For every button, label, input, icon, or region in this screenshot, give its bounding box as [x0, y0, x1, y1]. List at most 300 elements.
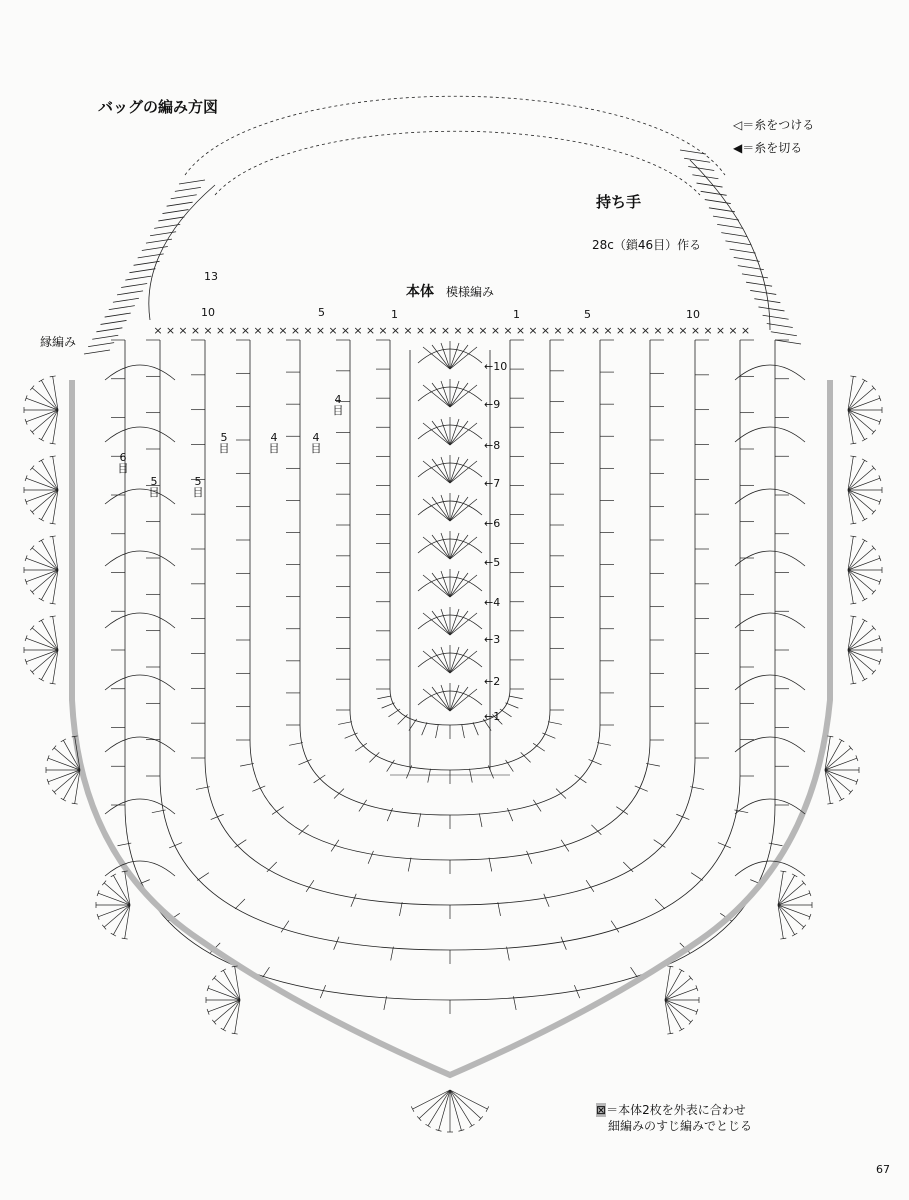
row-number: ←7 [484, 477, 501, 490]
stitch-tick [521, 752, 531, 762]
stitch-tick [211, 814, 224, 819]
edge-fan [32, 628, 58, 650]
row-number: ←10 [484, 360, 508, 373]
stitch-tick [331, 840, 339, 852]
stitch-tick [399, 902, 402, 916]
edge-fan [104, 883, 130, 905]
stitch-tick [422, 722, 427, 735]
edge-fan [665, 988, 697, 1000]
side-scallop [735, 365, 805, 380]
edge-fan [778, 883, 804, 905]
handle-note: 28c（鎖46目）作る [592, 238, 702, 252]
single-crochet-mark: × [478, 324, 488, 337]
stitch-tick [306, 880, 314, 892]
single-crochet-mark: × [315, 324, 326, 337]
edge-fan [48, 770, 80, 782]
single-crochet-mark: × [428, 324, 438, 337]
side-scallop [735, 737, 805, 752]
edge-fan [850, 523, 856, 524]
single-crochet-mark: × [440, 324, 451, 337]
center-fan-stitch [432, 649, 450, 673]
edge-fan [862, 518, 867, 521]
single-crochet-mark: × [353, 324, 363, 337]
edge-fan [450, 1090, 461, 1130]
stitch-tick [252, 786, 265, 791]
edge-fan [780, 871, 786, 872]
edge-fan [850, 456, 856, 457]
handle-stitch [121, 283, 147, 287]
edge-fan [665, 1000, 691, 1022]
stitch-tick [462, 724, 465, 738]
side-scallop [105, 427, 175, 442]
edge-fan [32, 570, 58, 592]
stitch-tick [391, 947, 394, 961]
single-crochet-mark: × [728, 324, 738, 337]
single-crochet-mark: × [240, 324, 251, 337]
edge-fan [50, 616, 56, 617]
side-scallop [105, 613, 175, 628]
edge-fan [850, 603, 856, 604]
handle-stitch [771, 332, 797, 336]
center-fan-stitch [450, 497, 468, 521]
stitch-tick [388, 709, 400, 717]
count-10-left: 10 [201, 306, 215, 319]
edge-fan [848, 490, 880, 502]
stitch-tick [351, 894, 356, 907]
handle-stitch [117, 291, 143, 295]
edge-fan [50, 523, 56, 524]
center-fan-stitch [450, 573, 468, 597]
single-crochet-mark: × [228, 324, 238, 337]
page-number: 67 [876, 1163, 890, 1176]
stitch-tick [398, 714, 408, 724]
handle-outer-arc [185, 96, 725, 175]
edge-fan [469, 1124, 474, 1127]
edge-fan [850, 376, 856, 377]
single-crochet-mark: × [153, 324, 163, 337]
row-number: ←3 [484, 633, 501, 646]
stitch-tick [418, 813, 421, 827]
edge-fan [32, 410, 58, 432]
join-note-line2: 細編みのすじ編みでとじる [608, 1119, 753, 1133]
stitch-tick [436, 724, 439, 738]
single-crochet-mark: × [340, 324, 351, 337]
center-fan-stitch [450, 611, 468, 635]
center-fan-stitch [432, 573, 450, 597]
handle-chain [690, 160, 770, 330]
edge-fan [26, 570, 58, 582]
center-fan-stitch [450, 459, 468, 483]
edge-fan [825, 770, 851, 792]
center-fan-stitch [432, 687, 450, 711]
side-scallop [735, 427, 805, 442]
edge-fan [848, 548, 874, 570]
edge-fan [848, 410, 874, 432]
stitch-tick [489, 858, 492, 872]
handle-stitch [125, 276, 151, 280]
edge-fan [214, 1000, 240, 1022]
handle-stitch [146, 239, 172, 243]
edge-fan [862, 379, 867, 382]
edge-fan [32, 650, 58, 672]
single-crochet-mark: × [365, 324, 376, 337]
edge-fan [679, 1028, 684, 1031]
stitch-tick [428, 769, 431, 783]
handle-stitch [84, 350, 110, 354]
side-scallop [105, 489, 175, 504]
handle-stitch [171, 195, 197, 199]
stitch-tick [548, 722, 562, 725]
stitch-tick [500, 709, 512, 717]
edge-fan [848, 388, 874, 410]
label-4-stitches: 4目 [332, 393, 344, 417]
count-5-left: 5 [318, 306, 325, 319]
single-crochet-mark: × [703, 324, 713, 337]
stitch-tick [586, 880, 594, 892]
center-fan-stitch [450, 383, 468, 407]
legend-attach: ◁＝糸をつける [733, 118, 815, 132]
edge-fan [792, 874, 797, 877]
stitch-tick [359, 800, 367, 812]
row-number: ←6 [484, 517, 501, 530]
row-number: ←4 [484, 596, 501, 609]
handle-stitch [758, 307, 784, 311]
edge-fan [848, 570, 874, 592]
edge-fan [50, 456, 56, 457]
edge-fan [667, 966, 673, 967]
stitch-tick [527, 851, 532, 864]
edge-fan [26, 398, 58, 410]
handle-stitch [129, 269, 155, 273]
stitch-tick [289, 743, 303, 746]
row-number: ←8 [484, 439, 501, 452]
cut-thread-icon: ◀ [733, 141, 743, 155]
edge-fan [825, 770, 857, 782]
join-band [72, 380, 830, 1075]
count-1-right: 1 [513, 308, 520, 321]
body-sublabel: 模様編み [446, 285, 495, 299]
edging-label: 縁編み [40, 335, 77, 349]
stitch-tick [368, 851, 373, 864]
handle-chain [149, 185, 215, 320]
edge-fan [61, 739, 66, 742]
handle-stitch [684, 158, 710, 162]
stitch-tick [505, 703, 518, 708]
edge-fan [39, 619, 44, 622]
single-crochet-mark: × [503, 324, 513, 337]
edge-fan [439, 1090, 450, 1130]
edge-fan [26, 638, 58, 650]
attach-thread-icon: ◁ [733, 118, 743, 132]
single-crochet-mark: × [715, 324, 726, 337]
stitch-tick [556, 789, 566, 799]
handle-stitch [88, 343, 114, 347]
side-scallop [735, 675, 805, 690]
edge-fan [825, 748, 851, 770]
edge-fan [848, 650, 874, 672]
stitch-tick [561, 840, 569, 852]
stitch-tick [320, 985, 325, 998]
handle-stitch [721, 233, 747, 237]
stitch-tick [197, 873, 209, 881]
center-fan-stitch [432, 459, 450, 483]
edge-fan [26, 478, 58, 490]
edge-fan [221, 969, 226, 972]
edge-fan [32, 468, 58, 490]
stitch-tick [506, 760, 514, 772]
stitch-tick [655, 899, 665, 909]
stitch-tick [654, 840, 666, 848]
edge-fan [862, 459, 867, 462]
edge-fan [850, 443, 856, 444]
handle-stitch [101, 320, 127, 324]
edge-fan [827, 803, 833, 804]
label-5-stitches: 5目 [148, 475, 160, 499]
single-crochet-mark: × [565, 324, 576, 337]
edge-fan [39, 678, 44, 681]
stitch-tick [597, 743, 611, 746]
handle-stitch [775, 340, 801, 344]
edge-fan [39, 539, 44, 542]
single-crochet-mark: × [453, 324, 463, 337]
side-scallop [735, 551, 805, 566]
handle-stitch [179, 180, 205, 184]
single-crochet-mark: × [390, 324, 401, 337]
edge-fan [862, 539, 867, 542]
stitch-tick [334, 789, 344, 799]
edge-fan [825, 758, 857, 770]
edge-fan [848, 468, 874, 490]
label-5-stitches: 5目 [218, 431, 230, 455]
edge-fan [61, 798, 66, 801]
single-crochet-mark: × [528, 324, 538, 337]
stitch-tick [377, 696, 391, 699]
single-crochet-mark: × [278, 324, 288, 337]
stitch-tick [382, 703, 395, 708]
single-crochet-mark: × [603, 324, 613, 337]
edge-fan [778, 905, 804, 927]
edge-fan [39, 598, 44, 601]
edge-fan [50, 603, 56, 604]
single-crochet-mark: × [540, 324, 551, 337]
stitch-tick [498, 902, 501, 916]
stitch-tick [406, 765, 411, 778]
side-scallop [105, 551, 175, 566]
edge-fan [848, 490, 874, 512]
stitch-tick [676, 814, 689, 819]
side-scallop [105, 861, 175, 876]
count-5-right: 5 [584, 308, 591, 321]
edge-fan [26, 410, 58, 422]
handle-stitch [175, 187, 201, 191]
edge-fan [486, 1106, 489, 1111]
edge-fan [111, 933, 116, 936]
handle-stitch [162, 210, 188, 214]
edge-fan [665, 1000, 697, 1012]
single-crochet-mark: × [628, 324, 638, 337]
single-crochet-mark: × [215, 324, 226, 337]
single-crochet-mark: × [640, 324, 651, 337]
edge-fan [679, 969, 684, 972]
edge-fan [667, 1033, 673, 1034]
stitch-tick [408, 858, 411, 872]
edge-fan [780, 938, 786, 939]
edge-fan [39, 438, 44, 441]
stitch-tick [635, 786, 648, 791]
label-4-stitches: 4目 [268, 431, 280, 455]
stitch-tick [334, 937, 339, 950]
stitch-tick [338, 722, 352, 725]
side-scallop [105, 737, 175, 752]
single-crochet-mark: × [165, 324, 176, 337]
stitch-tick [470, 769, 473, 783]
single-crochet-mark: × [303, 324, 313, 337]
edge-fan [39, 459, 44, 462]
edge-fan [411, 1106, 414, 1111]
side-scallop [105, 675, 175, 690]
single-crochet-mark: × [403, 324, 413, 337]
page-title: バッグの編み方図 [98, 98, 219, 116]
edge-fan [26, 650, 58, 662]
edge-fan [839, 739, 844, 742]
single-crochet-mark: × [615, 324, 626, 337]
edge-fan [32, 388, 58, 410]
side-scallop [735, 613, 805, 628]
stitch-tick [574, 985, 579, 998]
single-crochet-mark: × [590, 324, 601, 337]
edge-fan [862, 678, 867, 681]
stitch-tick [488, 765, 493, 778]
handle-stitch [688, 167, 714, 171]
edge-fan [827, 736, 833, 737]
single-crochet-mark: × [415, 324, 426, 337]
handle-stitch [746, 282, 772, 286]
edge-fan [850, 683, 856, 684]
handle-stitch [750, 290, 776, 294]
handle-stitch [680, 150, 706, 154]
edge-fan [778, 905, 810, 917]
center-fan-stitch [450, 345, 468, 369]
stitch-tick [691, 873, 703, 881]
single-crochet-mark: × [465, 324, 476, 337]
center-fan-stitch [450, 421, 468, 445]
stitch-tick [513, 996, 516, 1010]
edge-fan [50, 443, 56, 444]
edge-fan [98, 905, 130, 917]
stitch-tick [384, 996, 387, 1010]
stitch-tick [509, 696, 523, 699]
edge-fan [839, 798, 844, 801]
single-crochet-mark: × [253, 324, 263, 337]
handle-stitch [109, 306, 135, 310]
edge-fan [26, 490, 58, 502]
center-fan-stitch [432, 497, 450, 521]
handle-stitch [767, 323, 793, 327]
edge-fan [848, 628, 874, 650]
single-crochet-mark: × [578, 324, 588, 337]
count-1-left: 1 [391, 308, 398, 321]
edge-fan [848, 570, 880, 582]
center-fan-stitch [432, 535, 450, 559]
single-crochet-mark: × [553, 324, 563, 337]
edge-fan [665, 978, 691, 1000]
stitch-tick [267, 862, 277, 872]
edge-fan [862, 438, 867, 441]
row-number: ←2 [484, 675, 501, 688]
stitch-tick [369, 752, 379, 762]
handle-stitch [734, 257, 760, 261]
stitch-tick [235, 840, 247, 848]
center-fan-stitch [432, 345, 450, 369]
handle-stitch [142, 247, 168, 251]
edge-fan [778, 893, 810, 905]
edge-fan [50, 683, 56, 684]
edge-fan [208, 988, 240, 1000]
single-crochet-mark: × [265, 324, 276, 337]
single-crochet-mark: × [678, 324, 688, 337]
handle-stitch [113, 298, 139, 302]
join-note-line1: ⊠＝本体2枚を外表に合わせ [596, 1103, 746, 1117]
stitch-tick [544, 894, 549, 907]
edge-fan [792, 933, 797, 936]
edge-fan [50, 376, 56, 377]
handle-stitch [730, 249, 756, 253]
edge-fan [862, 598, 867, 601]
edge-fan [232, 1033, 238, 1034]
handle-label: 持ち手 [596, 193, 642, 211]
label-5-stitches: 5目 [192, 475, 204, 499]
stitch-tick [473, 722, 478, 735]
handle-stitch [105, 313, 131, 317]
edge-fan [221, 1028, 226, 1031]
edge-fan [848, 398, 880, 410]
edge-fan [848, 410, 880, 422]
edge-fan [419, 1090, 450, 1119]
handle-inner-arc [215, 131, 700, 195]
stitch-tick [240, 763, 254, 766]
edge-fan [208, 1000, 240, 1012]
edge-fan [122, 938, 128, 939]
single-crochet-mark: × [203, 324, 213, 337]
stitch-tick [623, 862, 633, 872]
edge-fan [848, 638, 880, 650]
single-crochet-mark: × [290, 324, 301, 337]
side-scallop [735, 799, 805, 814]
single-crochet-mark: × [178, 324, 188, 337]
stitch-tick [235, 899, 245, 909]
stitch-tick [646, 763, 660, 766]
edge-fan [850, 616, 856, 617]
edge-fan [425, 1124, 430, 1127]
label-4-stitches: 4目 [310, 431, 322, 455]
edge-fan [862, 619, 867, 622]
edge-fan [72, 803, 78, 804]
edge-fan [848, 478, 880, 490]
edge-fan [32, 548, 58, 570]
row-number: ←1 [484, 710, 501, 723]
center-fan-stitch [450, 649, 468, 673]
handle-stitch [763, 315, 789, 319]
stitch-tick [561, 937, 566, 950]
single-crochet-mark: × [690, 324, 701, 337]
edge-fan [850, 536, 856, 537]
side-scallop [735, 489, 805, 504]
center-fan-stitch [450, 535, 468, 559]
edge-fan [848, 650, 880, 662]
edge-fan [98, 893, 130, 905]
stitch-tick [479, 813, 482, 827]
stitch-tick [533, 800, 541, 812]
